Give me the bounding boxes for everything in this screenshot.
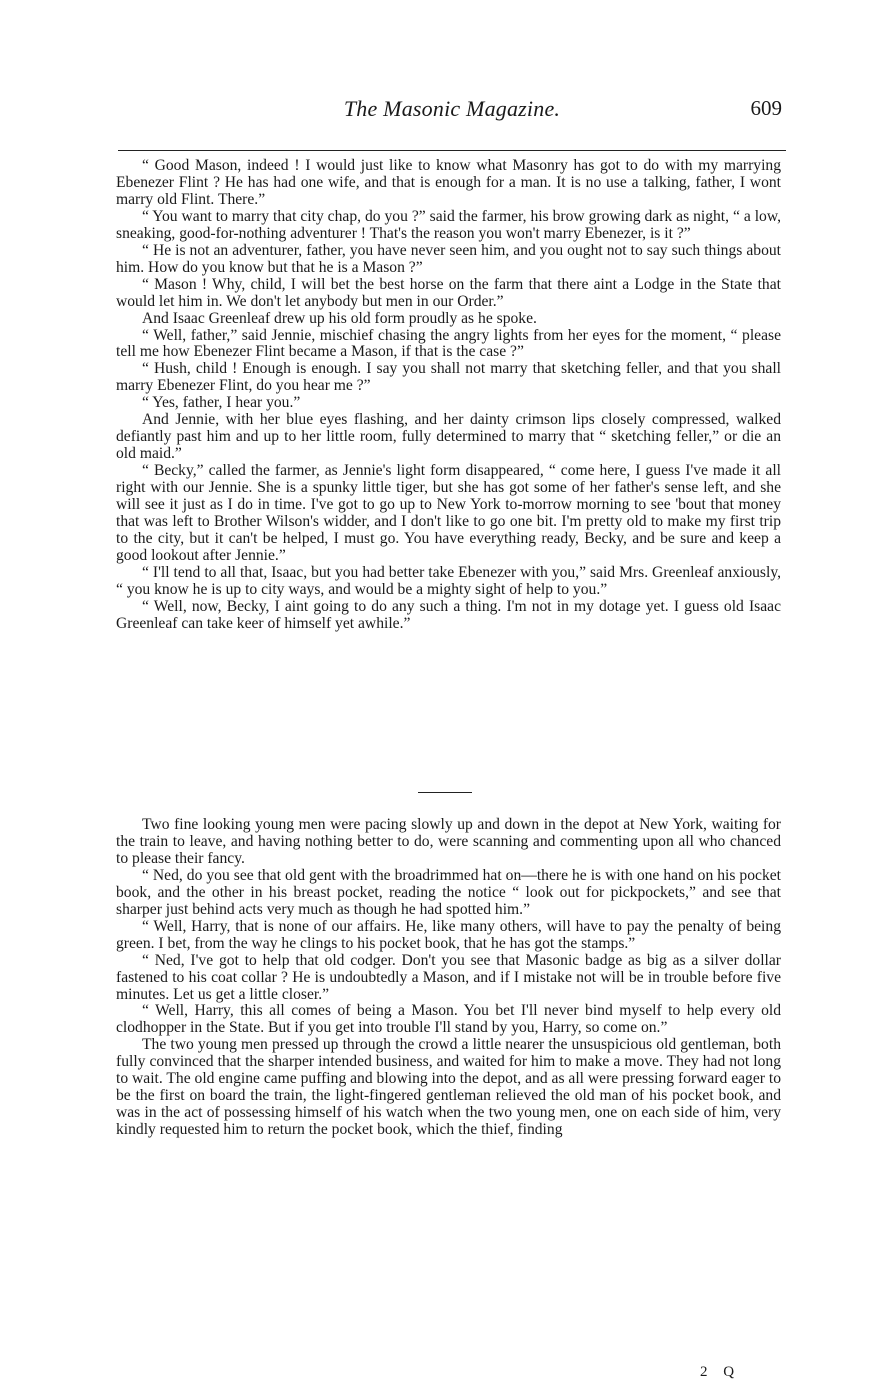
paragraph: “ Yes, father, I hear you.” <box>142 394 301 412</box>
paragraph: “ He is not an adventurer, father, you have never seen him, and you ought not to say such things about him. How do you know but that he is a Mason ?” <box>116 241 781 276</box>
paragraph: “ I'll tend to all that, Isaac, but you had better take Ebenezer with you,” said Mrs. Greenleaf anxiously, “ you know he is up to city ways, and would be a mighty sight of help to you.” <box>116 563 781 598</box>
paragraph: “ Hush, child ! Enough is enough. I say you shall not marry that sketching feller, and that you shall marry Ebenezer Flint, do you hear me ?” <box>116 360 781 395</box>
paragraph: And Isaac Greenleaf drew up his old form proudly as he spoke. <box>142 309 537 327</box>
paragraph: “ Well, Harry, this all comes of being a Mason. You bet I'll never bind myself to help every old clodhopper in the State. But if you get into trouble I'll stand by you, Harry, so come on.” <box>116 1002 781 1037</box>
paragraph: “ Well, father,” said Jennie, mischief chasing the angry lights from her eyes for the moment, “ please tell me how Ebenezer Flint became a Mason, if that is the case ?” <box>116 326 781 361</box>
printer-signature: 2 Q <box>700 1364 741 1380</box>
page-number: 609 <box>750 96 782 120</box>
section-separator <box>418 792 472 793</box>
paragraph: “ You want to marry that city chap, do you ?” said the farmer, his brow growing dark as night, “ a low, sneaking, good-for-nothing adventurer ! That's the reason you won't marry Ebenezer, is it ?” <box>116 207 781 242</box>
page-header <box>118 96 786 130</box>
paragraph: “ Becky,” called the farmer, as Jennie's light form disappeared, “ come here, I guess I've made it all right with our Jennie. She is a spunky little tiger, but she has got some of her father's sense left, and she will see it just as I do in time. I've got to go up to New York to-morrow morning to see 'bout that money that was left to Brother Wilson's widder, and I don't like to go one bit. I'm pretty old to make my first trip to the city, but it can't be helped, I must go. You have everything ready, Becky, and be sure and keep a good lookout after Jennie.” <box>116 462 781 564</box>
header-rule <box>118 150 786 151</box>
paragraph: “ Ned, do you see that old gent with the broadrimmed hat on—there he is with one hand on his pocket book, and the other in his breast pocket, reading the notice “ look out for pickpockets,” and see that sharper just behind acts very much as though he had spotted him.” <box>116 866 781 918</box>
paragraph: And Jennie, with her blue eyes flashing, and her dainty crimson lips closely compressed, walked defiantly past him and up to her little room, fully determined to marry that “ sketching feller,” or die an old maid.” <box>116 411 781 463</box>
paragraph: The two young men pressed up through the crowd a little nearer the unsuspicious old gentleman, both fully convinced that the sharper intended business, and waited for him to make a move. They had not long to wait. The old engine came puffing and blowing into the depot, and as all were pressing forward eager to be the first on board the train, the light-fingered gentleman relieved the old man of his pocket book, and was in the act of possessing himself of his watch when the two young men, one on each side of him, very kindly requested him to return the pocket book, which the thief, finding <box>116 1036 781 1139</box>
paragraph: “ Good Mason, indeed ! I would just like to know what Masonry has got to do with my marrying Ebenezer Flint ? He has had one wife, and that is enough for a man. It is no use a talking, father, I wont marry old Flint. There.” <box>116 157 781 208</box>
paragraph: Two fine looking young men were pacing slowly up and down in the depot at New York, waiting for the train to leave, and having nothing better to do, were scanning and commenting upon all who chanced to please their fancy. <box>116 816 781 867</box>
paragraph: “ Well, Harry, that is none of our affairs. He, like many others, will have to pay the penalty of being green. I bet, from the way he clings to his pocket book, that he has got the stamps.” <box>116 917 781 952</box>
paragraph: “ Well, now, Becky, I aint going to do any such a thing. I'm not in my dotage yet. I guess old Isaac Greenleaf can take keer of himself yet awhile.” <box>116 597 781 632</box>
paragraph: “ Mason ! Why, child, I will bet the best horse on the farm that there aint a Lodge in the State that would let him in. We don't let anybody but men in our Order.” <box>116 275 781 310</box>
paragraph: “ Ned, I've got to help that old codger. Don't you see that Masonic badge as big as a silver dollar fastened to his coat collar ? He is undoubtedly a Mason, and if I mistake not will be in trouble before five minutes. Let us get a little closer.” <box>116 951 781 1003</box>
text-section-depot <box>116 817 781 1139</box>
text-section-dialogue <box>116 158 781 633</box>
running-title: The Masonic Magazine. <box>343 96 561 121</box>
